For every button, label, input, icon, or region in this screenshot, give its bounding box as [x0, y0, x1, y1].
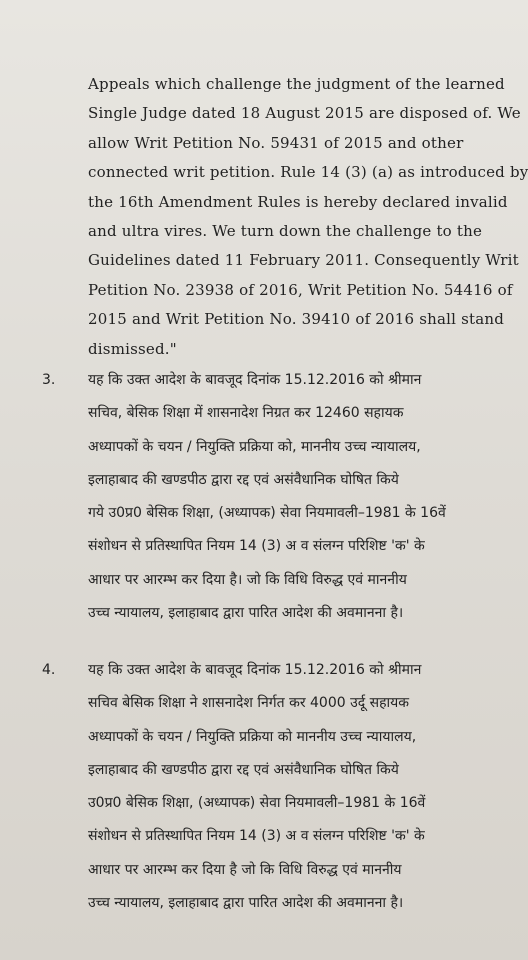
- text-line: इलाहाबाद की खण्डपीठ द्वारा रद्द एवं असंवैधानिक घोषित किये: [88, 471, 399, 488]
- text-line: उच्च न्यायालय, इलाहाबाद द्वारा पारित आदेश की अवमानना है।: [88, 605, 404, 622]
- text-line: उच्च न्यायालय, इलाहाबाद द्वारा पारित आदेश की अवमानना है।: [88, 895, 404, 912]
- text-line: and ultra vires. We turn down the challenge to the: [88, 222, 483, 241]
- text-line: 2015 and Writ Petition No. 39410 of 2016 shall stand: [88, 310, 505, 329]
- text-line: Guidelines dated 11 February 2011. Consequently Writ: [88, 251, 519, 270]
- text-line: आधार पर आरम्भ कर दिया है। जो कि विधि विरुद्ध एवं माननीय: [88, 571, 407, 588]
- text-line: गये उ0प्र0 बेसिक शिक्षा, (अध्यापक) सेवा नियमावली–1981 के 16वें: [88, 505, 446, 522]
- text-line: संशोधन से प्रतिस्थापित नियम 14 (3) अ व संलग्न परिशिष्ट 'क' के: [88, 828, 425, 845]
- text-line: अध्यापकों के चयन / नियुक्ति प्रक्रिया को, माननीय उच्च न्यायालय,: [88, 438, 421, 455]
- text-line: संशोधन से प्रतिस्थापित नियम 14 (3) अ व संलग्न परिशिष्ट 'क' के: [88, 538, 425, 555]
- text-line: सचिव, बेसिक शिक्षा में शासनादेश निग्रत कर 12460 सहायक: [88, 405, 404, 422]
- item-number: 3.: [42, 372, 56, 388]
- text-line: उ0प्र0 बेसिक शिक्षा, (अध्यापक) सेवा नियमावली–1981 के 16वें: [88, 795, 426, 812]
- text-line: इलाहाबाद की खण्डपीठ द्वारा रद्द एवं असंवैधानिक घोषित किये: [88, 761, 399, 778]
- text-line: the 16th Amendment Rules is hereby declared invalid: [88, 192, 508, 211]
- numbered-paragraph: [88, 654, 488, 920]
- text-line: dismissed.": [88, 339, 177, 358]
- text-line: आधार पर आरम्भ कर दिया है जो कि विधि विरुद्ध एवं माननीय: [88, 861, 402, 878]
- text-line: सचिव बेसिक शिक्षा ने शासनादेश निर्गत कर 4000 उर्दू सहायक: [88, 695, 410, 712]
- quoted-judgment-paragraph: [88, 70, 528, 364]
- numbered-paragraph: [88, 364, 488, 630]
- text-line: यह कि उक्त आदेश के बावजूद दिनांक 15.12.2016 को श्रीमान: [88, 372, 422, 388]
- text-line: Single Judge dated 18 August 2015 are disposed of. We: [88, 104, 521, 123]
- text-line: Appeals which challenge the judgment of the learned: [88, 75, 505, 93]
- text-line: Petition No. 23938 of 2016, Writ Petition No. 54416 of: [88, 280, 513, 299]
- text-line: अध्यापकों के चयन / नियुक्ति प्रक्रिया को माननीय उच्च न्यायालय,: [88, 728, 417, 745]
- text-line: allow Writ Petition No. 59431 of 2015 and other: [88, 133, 464, 152]
- text-line: यह कि उक्त आदेश के बावजूद दिनांक 15.12.2016 को श्रीमान: [88, 662, 422, 678]
- text-line: connected writ petition. Rule 14 (3) (a) as introduced by: [88, 163, 528, 182]
- item-number: 4.: [42, 662, 56, 678]
